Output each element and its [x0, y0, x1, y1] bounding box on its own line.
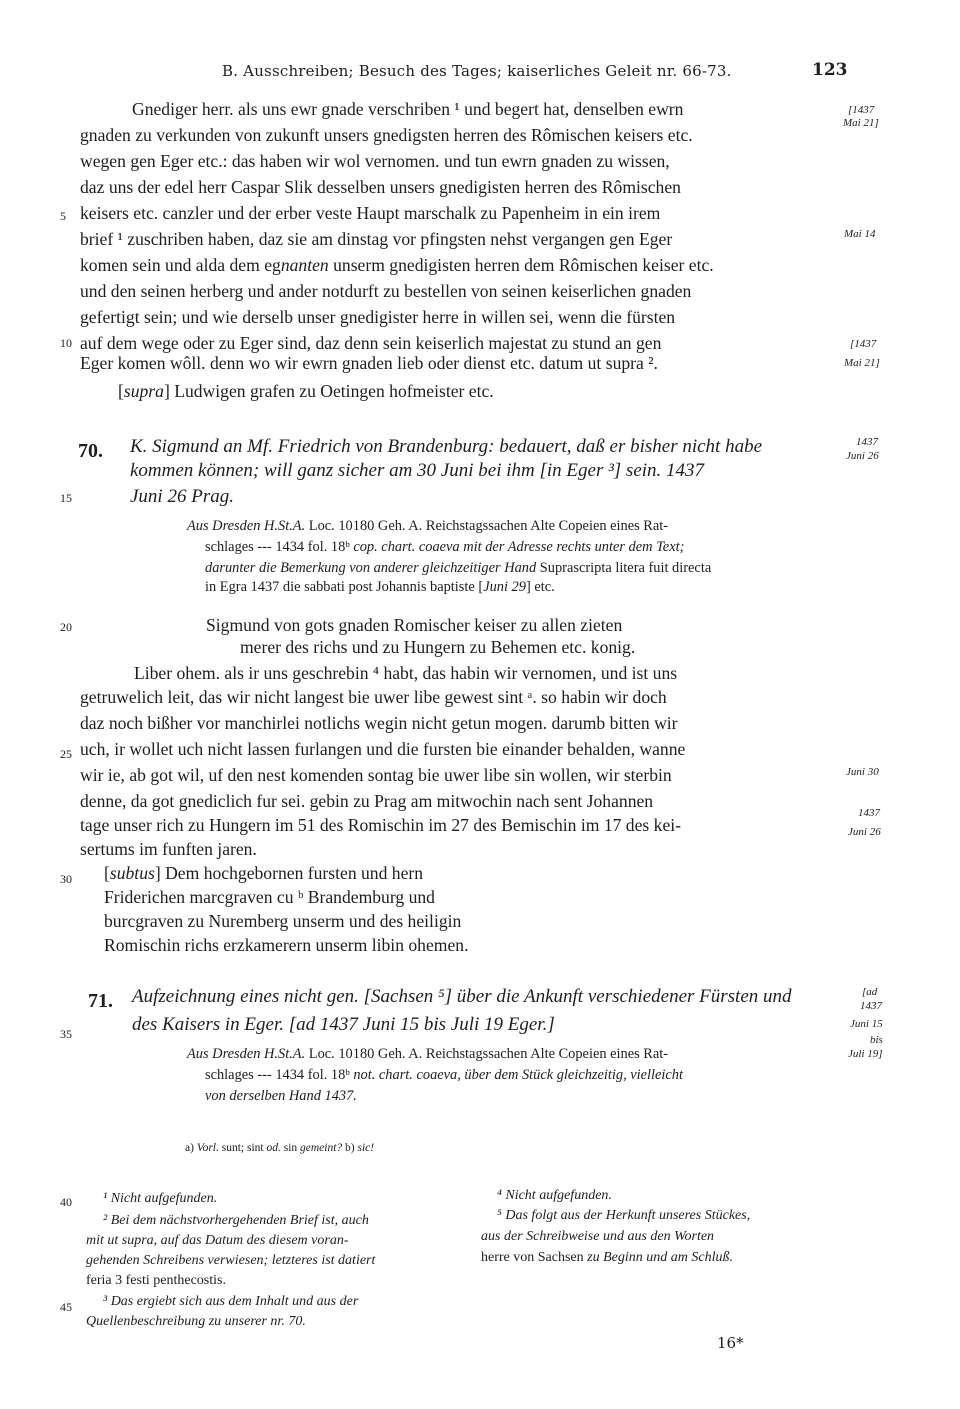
- signature-mark: 16*: [717, 1334, 744, 1352]
- letter-line: brief ¹ zuschriben haben, daz sie am dinstag vor pfingsten nehst vergangen gen Eger: [80, 229, 673, 249]
- footnote: ⁴ Nicht aufgefunden.: [497, 1188, 612, 1203]
- line-number: 35: [60, 1027, 72, 1041]
- letter-line: Liber ohem. als ir uns geschrebin ⁴ habt, das habin wir vernomen, und ist uns: [134, 663, 678, 683]
- letter-line: getruwelich leit, das wir nicht langest bie uwer libe gewest sint ᵃ. so habin wir doch: [80, 687, 667, 707]
- inscriptio-line: Sigmund von gots gnaden Romischer keiser zu allen zieten: [206, 615, 623, 635]
- letter-line: keisers etc. canzler und der erber veste Haupt marschalk zu Papenheim in ein irem: [80, 203, 661, 223]
- document-number: 71.: [88, 990, 113, 1012]
- line-number: 15: [60, 491, 72, 505]
- letter-line: Eger komen wôll. denn wo wir ewrn gnaden lieb oder dienst etc. datum ut supra ².: [80, 353, 658, 373]
- margin-date: Juni 15: [850, 1018, 883, 1030]
- footnote: ¹ Nicht aufgefunden.: [103, 1191, 218, 1206]
- footnote: mit ut supra, auf das Datum des diesem voran-: [86, 1233, 349, 1248]
- margin-date: 1437: [860, 1000, 882, 1012]
- page-number: 123: [812, 60, 848, 80]
- footnote: ⁵ Das folgt aus der Herkunft unseres Stückes,: [497, 1208, 751, 1223]
- address-line: burcgraven zu Nuremberg unserm und des heiligin: [104, 911, 462, 931]
- margin-date: Mai 21]: [844, 357, 880, 369]
- address-line: [subtus] Dem hochgebornen fursten und hern: [104, 863, 424, 883]
- source-line: schlages --- 1434 fol. 18ᵇ not. chart. coaeva, über dem Stück gleichzeitig, vielleicht: [205, 1067, 684, 1083]
- margin-date: bis: [870, 1034, 883, 1046]
- letter-line: sertums im funften jaren.: [80, 839, 257, 859]
- textual-notes: a) Vorl. sunt; sint od. sin gemeint? b) sic!: [185, 1142, 375, 1154]
- letter-line: Gnediger herr. als uns ewr gnade verschriben ¹ und begert hat, denselben ewrn: [132, 99, 684, 119]
- source-line: von derselben Hand 1437.: [205, 1088, 357, 1104]
- line-number: 20: [60, 620, 72, 634]
- line-number: 45: [60, 1300, 72, 1314]
- line-number: 30: [60, 872, 72, 886]
- line-number: 10: [60, 336, 72, 350]
- letter-line: wegen gen Eger etc.: das haben wir wol vernomen. und tun ewrn gnaden zu wissen,: [80, 151, 670, 171]
- footnote: Quellenbeschreibung zu unserer nr. 70.: [86, 1314, 306, 1329]
- document-number: 70.: [78, 440, 103, 462]
- letter-line: denne, da got gnediclich fur sei. gebin zu Prag am mitwochin nach sent Johannen: [80, 791, 654, 811]
- footnote: feria 3 festi penthecostis.: [86, 1273, 226, 1288]
- document-title: Aufzeichnung eines nicht gen. [Sachsen ⁵] über die Ankunft verschiedener Fürsten und: [132, 986, 792, 1007]
- margin-date: Juni 30: [846, 766, 879, 778]
- source-line: Aus Dresden H.St.A. Loc. 10180 Geh. A. Reichstagssachen Alte Copeien eines Rat-: [187, 1046, 669, 1062]
- letter-line: uch, ir wollet uch nicht lassen furlangen und die fursten bie einander behalden, wanne: [80, 739, 686, 759]
- source-line: schlages --- 1434 fol. 18ᵇ cop. chart. coaeva mit der Adresse rechts unter dem Text;: [205, 539, 685, 555]
- letter-line: auf dem wege oder zu Eger sind, daz denn sein keiserlich majestat zu stund an gen: [80, 333, 662, 353]
- footnote: ³ Das ergiebt sich aus dem Inhalt und aus der: [103, 1294, 359, 1309]
- letter-line: tage unser rich zu Hungern im 51 des Romischin im 27 des Bemischin im 17 des kei-: [80, 815, 682, 835]
- document-title: des Kaisers in Eger. [ad 1437 Juni 15 bis Juli 19 Eger.]: [132, 1014, 555, 1035]
- footnote: herre von Sachsen zu Beginn und am Schluß.: [481, 1250, 733, 1265]
- document-title: kommen können; will ganz sicher am 30 Juni bei ihm [in Eger ³] sein. 1437: [130, 460, 705, 481]
- letter-line: komen sein und alda dem egnanten unserm gnedigisten herren dem Rômischen keiser etc.: [80, 255, 714, 275]
- line-number: 5: [60, 209, 66, 223]
- margin-date: Mai 14: [844, 228, 876, 240]
- running-head: B. Ausschreiben; Besuch des Tages; kaiserliches Geleit nr. 66-73.: [222, 62, 732, 80]
- document-title: K. Sigmund an Mf. Friedrich von Brandenburg: bedauert, daß er bisher nicht habe: [130, 436, 763, 457]
- letter-line: gnaden zu verkunden von zukunft unsers gnedigsten herren des Rômischen keisers etc.: [80, 125, 693, 145]
- inscriptio-line: merer des richs und zu Hungern zu Behemen etc. konig.: [240, 637, 636, 657]
- letter-line: daz uns der edel herr Caspar Slik desselben unsers gnedigisten herren des Rômischen: [80, 177, 681, 197]
- margin-date: [1437: [848, 104, 875, 116]
- letter-line: daz noch bißher vor manchirlei notlichs wegin nicht getun mogen. darumb bitten wir: [80, 713, 678, 733]
- margin-date: [ad: [862, 986, 878, 998]
- margin-date: 1437: [856, 436, 878, 448]
- margin-date: Mai 21]: [843, 117, 879, 129]
- line-number: 40: [60, 1195, 72, 1209]
- source-line: in Egra 1437 die sabbati post Johannis baptiste [Juni 29] etc.: [205, 579, 555, 595]
- source-line: darunter die Bemerkung von anderer gleichzeitiger Hand Suprascripta litera fuit directa: [205, 560, 712, 576]
- letter-line: gefertigt sein; und wie derselb unser gnedigister herre in willen sei, wenn die fürsten: [80, 307, 676, 327]
- source-line: Aus Dresden H.St.A. Loc. 10180 Geh. A. Reichstagssachen Alte Copeien eines Rat-: [187, 518, 669, 534]
- margin-date: Juni 26: [846, 450, 879, 462]
- address-line: Friderichen marcgraven cu ᵇ Brandemburg und: [104, 887, 435, 907]
- margin-date: [1437: [850, 338, 877, 350]
- address-line: Romischin richs erzkamerern unserm libin ohemen.: [104, 935, 469, 955]
- margin-date: Juli 19]: [848, 1048, 883, 1060]
- letter-line: und den seinen herberg und ander notdurft zu bestellen von seinen keiserlichen gnaden: [80, 281, 692, 301]
- margin-date: Juni 26: [848, 826, 881, 838]
- footnote: aus der Schreibweise und aus den Worten: [481, 1229, 715, 1244]
- letter-line: [supra] Ludwigen grafen zu Oetingen hofmeister etc.: [118, 381, 494, 401]
- letter-line: wir ie, ab got wil, uf den nest komenden sontag bie uwer libe sin wollen, wir sterbin: [80, 765, 672, 785]
- document-title: Juni 26 Prag.: [130, 486, 234, 507]
- line-number: 25: [60, 747, 72, 761]
- footnote: gehenden Schreibens verwiesen; letzteres ist datiert: [86, 1253, 376, 1268]
- footnote: ² Bei dem nächstvorhergehenden Brief ist, auch: [103, 1213, 369, 1228]
- margin-date: 1437: [858, 807, 880, 819]
